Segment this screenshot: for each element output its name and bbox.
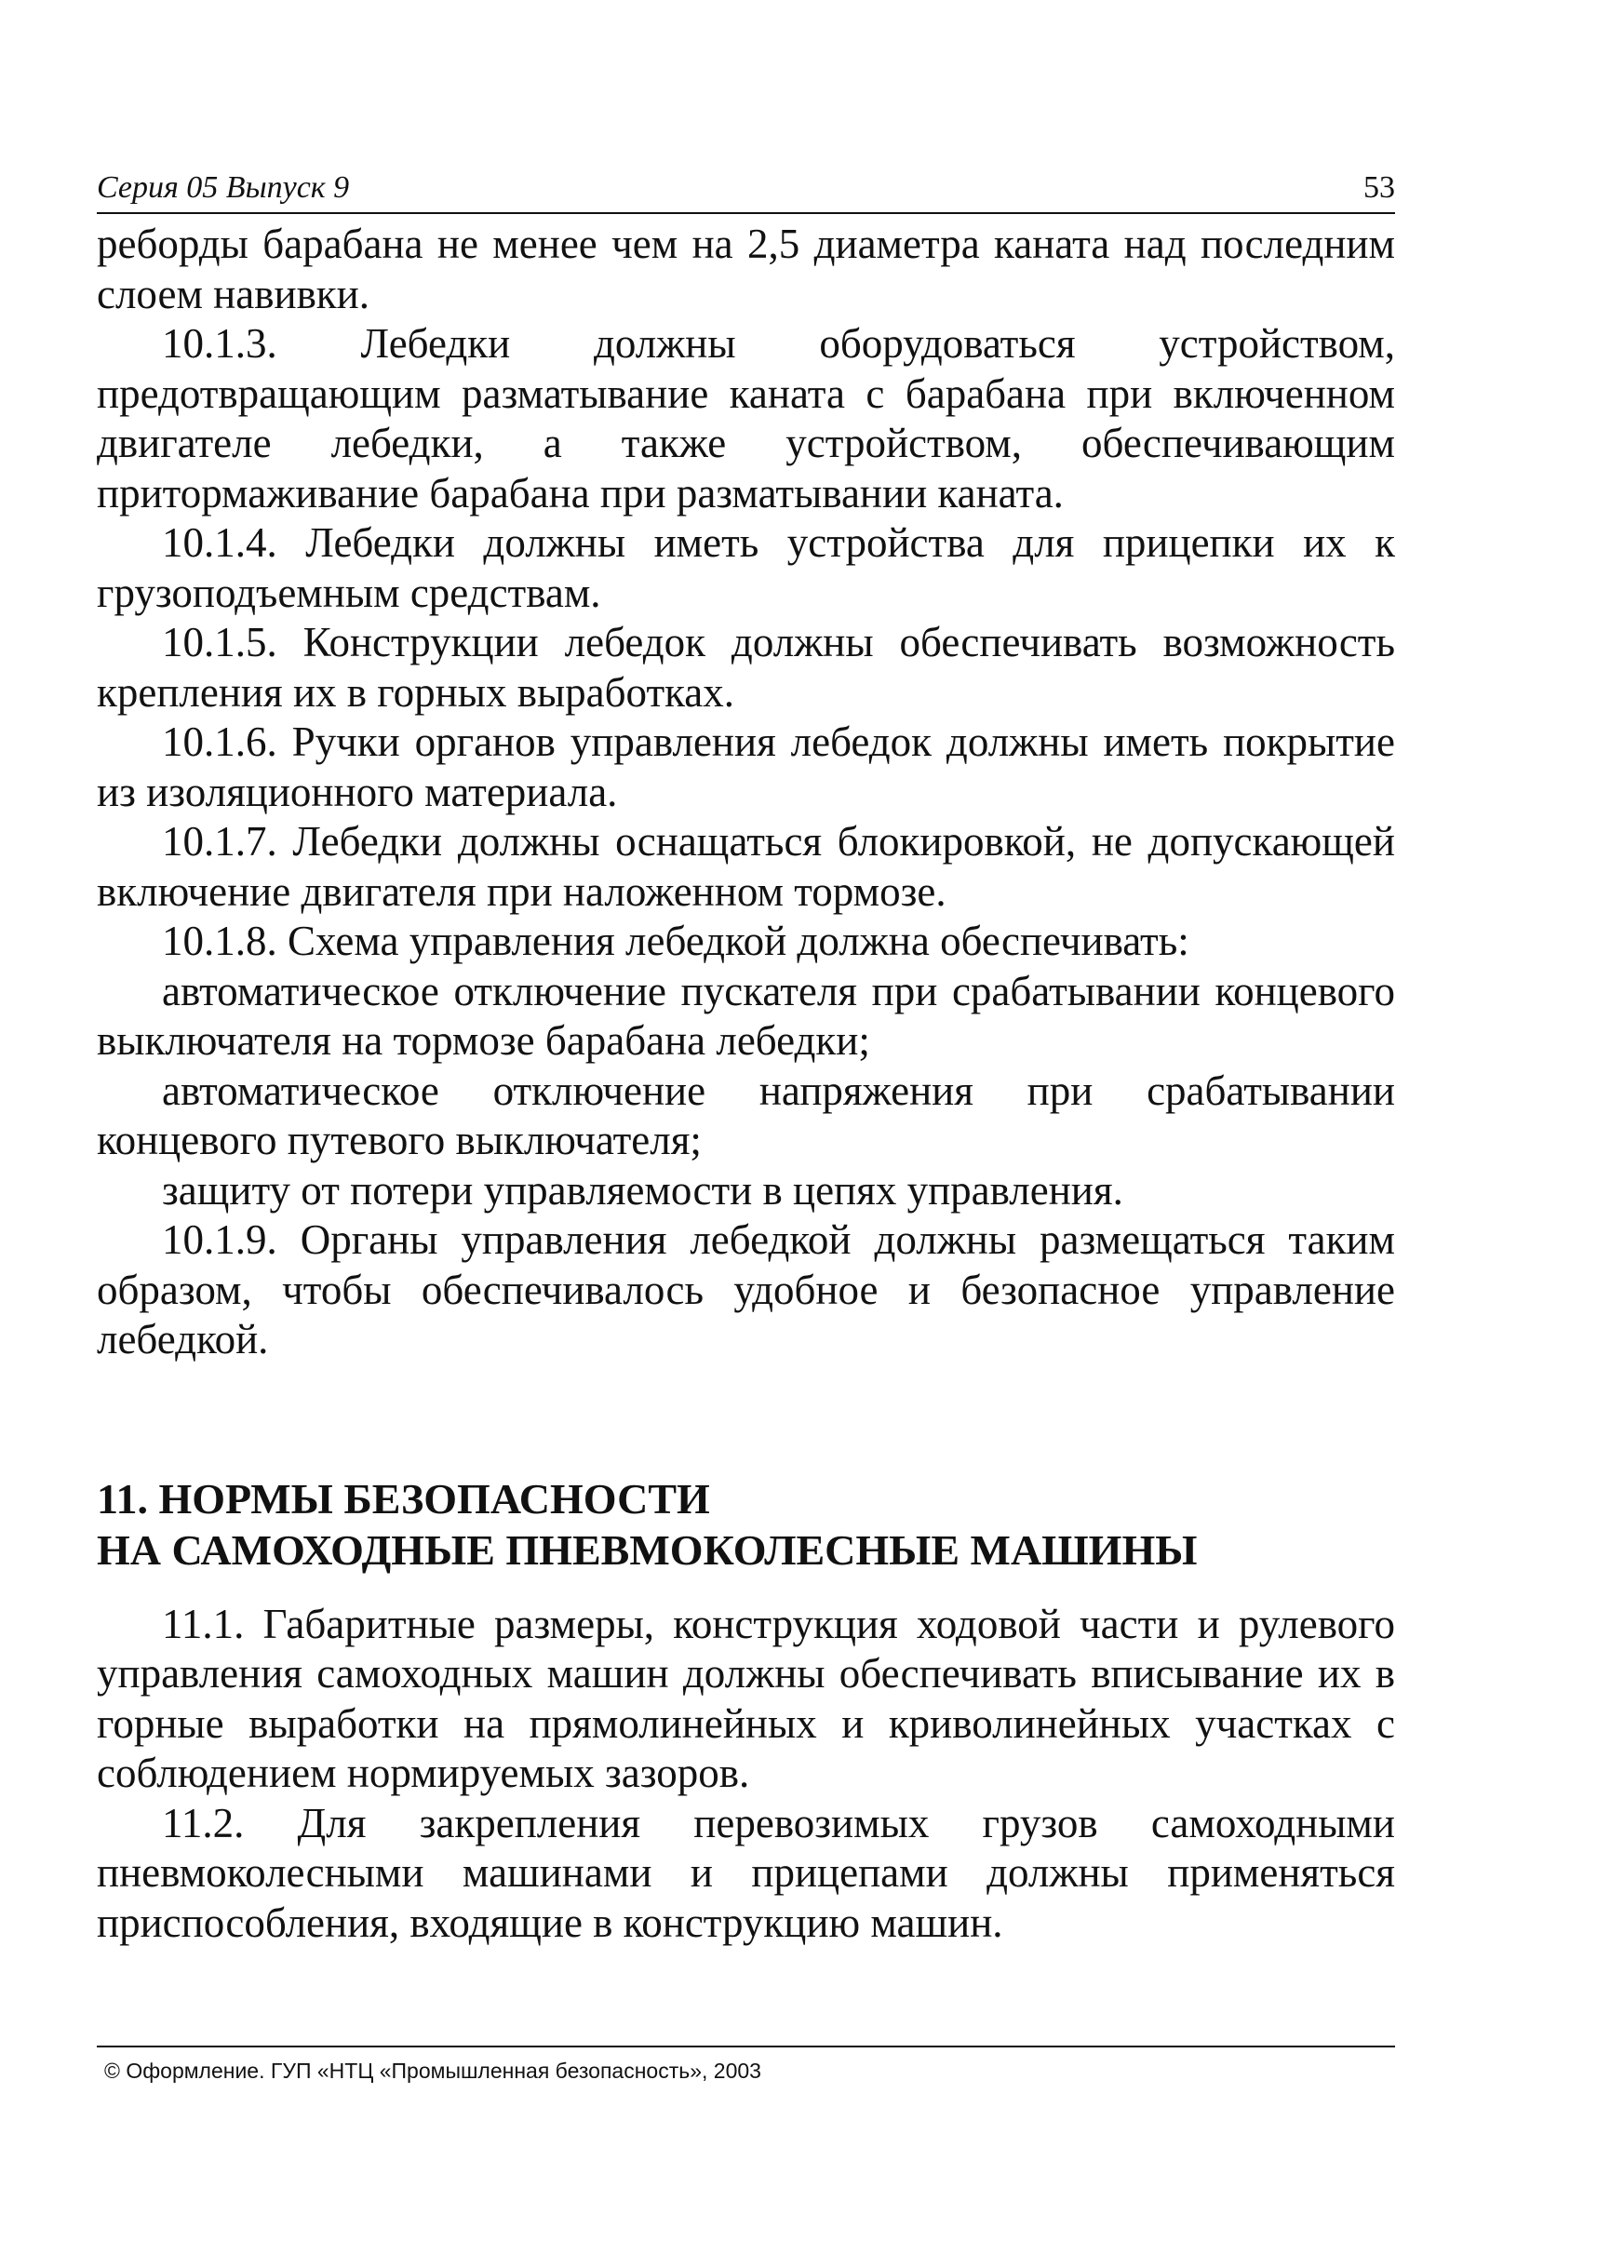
paragraph-10-1-5: 10.1.5. Конструкции лебедок должны обеспечивать возможность крепления их в горных выработках. [97, 619, 1395, 716]
list-item-control-loss-protection: защиту от потери управляемости в цепях управления. [162, 1166, 1123, 1214]
document-page [97, 168, 1395, 1948]
running-header [97, 168, 1395, 214]
footnote-divider [97, 2046, 1395, 2047]
copyright-notice: © Оформление. ГУП «НТЦ «Промышленная безопасность», 2003 [104, 2059, 761, 2083]
paragraph-11-2: 11.2. Для закрепления перевозимых грузов самоходными пневмоколесными машинами и прицепами должны применяться приспособления, входящие в конструкцию машин. [97, 1799, 1395, 1946]
paragraph-10-1-9: 10.1.9. Органы управления лебедкой должны размещаться таким образом, чтобы обеспечивалось удобное и безопасное управление лебедкой. [97, 1216, 1395, 1362]
list-item-auto-shutoff-starter: автоматическое отключение пускателя при срабатывании концевого выключателя на тормозе барабана лебедки; [97, 967, 1395, 1064]
series-title: Серия 05 Выпуск 9 [97, 170, 350, 205]
section-heading-line-1: 11. НОРМЫ БЕЗОПАСНОСТИ [97, 1474, 710, 1523]
paragraph-11-1: 11.1. Габаритные размеры, конструкция ходовой части и рулевого управления самоходных машин должны обеспечивать вписывание их в горные выработки на прямолинейных и криволинейных участках с соблюдением нормируемых зазоров. [97, 1600, 1395, 1796]
footnote [97, 2046, 1395, 2085]
section-heading-line-2: НА САМОХОДНЫЕ ПНЕВМОКОЛЕСНЫЕ МАШИНЫ [97, 1525, 1198, 1574]
paragraph-10-1-4: 10.1.4. Лебедки должны иметь устройства для прицепки их к грузоподъемным средствам. [97, 519, 1395, 616]
list-item-auto-shutoff-voltage: автоматическое отключение напряжения при срабатывании концевого путевого выключателя; [97, 1067, 1395, 1163]
paragraph-10-1-6: 10.1.6. Ручки органов управления лебедок должны иметь покрытие из изоляционного материала. [97, 718, 1395, 815]
paragraph-10-1-3: 10.1.3. Лебедки должны оборудоваться устройством, предотвращающим разматывание каната с барабана при включенном двигателе лебедки, а также устройством, обеспечивающим притормаживание барабана при разматывании каната. [97, 320, 1395, 517]
paragraph-10-1-7: 10.1.7. Лебедки должны оснащаться блокировкой, не допускающей включение двигателя при наложенном тормозе. [97, 818, 1395, 915]
section-heading [97, 1473, 1395, 1576]
page-number: 53 [1363, 170, 1395, 205]
body-text [97, 220, 1395, 1948]
paragraph-10-1-8: 10.1.8. Схема управления лебедкой должна обеспечивать: [162, 918, 1189, 964]
paragraph-continuation: реборды барабана не менее чем на 2,5 диаметра каната над последним слоем навивки. [97, 221, 1395, 317]
